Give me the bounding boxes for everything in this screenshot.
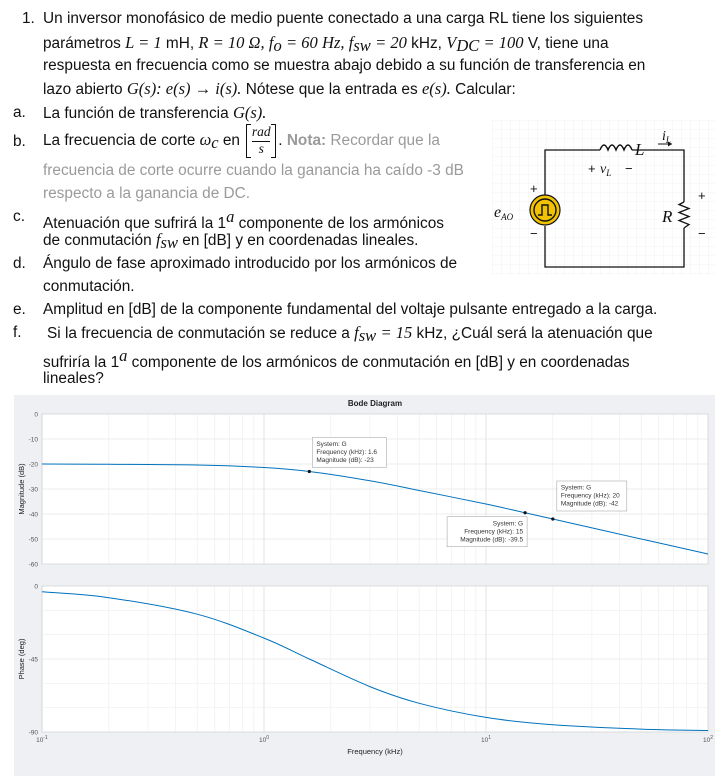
item-b-note-line-2: frecuencia de corte ocurre cuando la ganancia ha caído -3 dB bbox=[43, 162, 464, 179]
vl-minus: − bbox=[625, 161, 633, 176]
x-tick-label: $10^0$ bbox=[258, 735, 270, 744]
circuit-grid bbox=[492, 120, 715, 275]
x-axis-label: Frequency (kHz) bbox=[347, 747, 403, 756]
x-tick-label: $10^{-1}$ bbox=[36, 735, 48, 744]
intro-line-4: lazo abierto G(s): e(s) → i(s). Nótese que la entrada es e(s). Calcular: bbox=[43, 79, 516, 98]
phase-tick-label: -90 bbox=[28, 729, 38, 737]
magnitude-tick-label: -40 bbox=[28, 511, 38, 519]
item-f: Si la frecuencia de conmutación se reduce a $f_{sw} = 15$ kHz, ¿Cuál será la atenuación que bbox=[47, 323, 653, 345]
intro-line-2: parámetros L = 1 mH, R = 10 Ω, $f_o = 60$ Hz, $f_{sw} = 20$ kHz, $V_{DC} = 100$ V, tiene una bbox=[43, 33, 609, 55]
x-tick-label: $10^2$ bbox=[702, 735, 714, 744]
source-minus: − bbox=[530, 226, 538, 241]
item-c: Atenuación que sufrirá la 1$^a$ componente de los armónicos bbox=[43, 207, 444, 232]
item-c-line-2: de conmutación $f_{sw}$ en [dB] y en coordenadas lineales. bbox=[43, 230, 419, 252]
x-tick-label: $10^1$ bbox=[480, 735, 492, 744]
data-tip-marker bbox=[523, 511, 526, 514]
data-tip-marker bbox=[551, 517, 554, 520]
magnitude-y-label: Magnitude (dB) bbox=[17, 463, 26, 515]
resistor-label: R bbox=[662, 207, 673, 226]
item-e-letter: e. bbox=[13, 301, 26, 318]
problem-number: 1. bbox=[22, 10, 35, 27]
item-b-letter: b. bbox=[13, 133, 26, 150]
magnitude-tick-label: -30 bbox=[28, 486, 38, 494]
item-f-line-2: sufriría la 1$^a$ componente de los armónicos de conmutación en [dB] y en coordenadas bbox=[43, 346, 630, 371]
magnitude-tick-label: 0 bbox=[34, 411, 38, 419]
data-tip-text: System: G bbox=[492, 520, 524, 528]
item-d-letter: d. bbox=[13, 255, 26, 272]
item-e: Amplitud en [dB] de la componente fundamental del voltaje pulsante entregado a la carga. bbox=[43, 301, 658, 318]
chart-title: Bode Diagram bbox=[347, 399, 403, 408]
rad-per-s-fraction: $\frac{\text{rad}}{s}$ bbox=[246, 124, 276, 158]
vl-plus: + bbox=[588, 161, 596, 176]
item-a-letter: a. bbox=[13, 104, 26, 121]
current-label: $i_L$ bbox=[662, 129, 671, 145]
item-b: La frecuencia de corte $\omega_c$ en $\frac{\text{rad}}{s}$ . Nota: Recordar que la bbox=[43, 124, 440, 156]
data-tip-text: Magnitude (dB): -42 bbox=[560, 500, 619, 508]
rl-circuit-diagram bbox=[492, 120, 715, 275]
data-tip-text: System: G bbox=[316, 441, 347, 448]
magnitude-tick-label: -60 bbox=[28, 561, 38, 569]
item-d: Ángulo de fase aproximado introducido por los armónicos de bbox=[43, 255, 458, 272]
data-tip-marker bbox=[308, 470, 311, 473]
item-f-letter: f. bbox=[13, 324, 22, 341]
item-b-note-line-3: respecto a la ganancia de DC. bbox=[43, 185, 251, 202]
source-plus: + bbox=[530, 181, 538, 196]
data-tip-text: Frequency (kHz): 20 bbox=[560, 492, 620, 500]
bode-diagram bbox=[0, 393, 715, 776]
resistor-minus: − bbox=[698, 226, 706, 241]
source-label: eAO bbox=[494, 204, 514, 222]
item-f-line-3: lineales? bbox=[43, 370, 104, 387]
data-tip-text: Frequency (kHz): 15 bbox=[464, 528, 524, 536]
intro-line-1: Un inversor monofásico de medio puente conectado a una carga RL tiene los siguientes bbox=[43, 10, 644, 27]
data-tip-text: System: G bbox=[560, 484, 592, 492]
inductor-label: L bbox=[635, 140, 645, 159]
data-tip-text: Frequency (kHz): 1.6 bbox=[316, 449, 378, 456]
item-a: La función de transferencia G(s). bbox=[43, 103, 267, 122]
item-d-line-2: conmutación. bbox=[43, 278, 135, 295]
phase-tick-label: 0 bbox=[34, 583, 38, 591]
magnitude-tick-label: -20 bbox=[28, 461, 38, 469]
phase-tick-label: -45 bbox=[28, 656, 38, 664]
magnitude-tick-label: -10 bbox=[28, 436, 38, 444]
magnitude-tick-label: -50 bbox=[28, 536, 38, 544]
item-c-letter: c. bbox=[13, 208, 25, 225]
vl-label: $v_L$ bbox=[600, 162, 612, 178]
data-tip-text: Magnitude (dB): -39.5 bbox=[460, 536, 524, 544]
phase-y-label: Phase (deg) bbox=[17, 638, 26, 680]
intro-line-3: respuesta en frecuencia como se muestra abajo debido a su función de transferencia en bbox=[43, 57, 646, 74]
data-tip-text: Magnitude (dB): -23 bbox=[316, 457, 374, 464]
resistor-plus: + bbox=[698, 188, 706, 203]
